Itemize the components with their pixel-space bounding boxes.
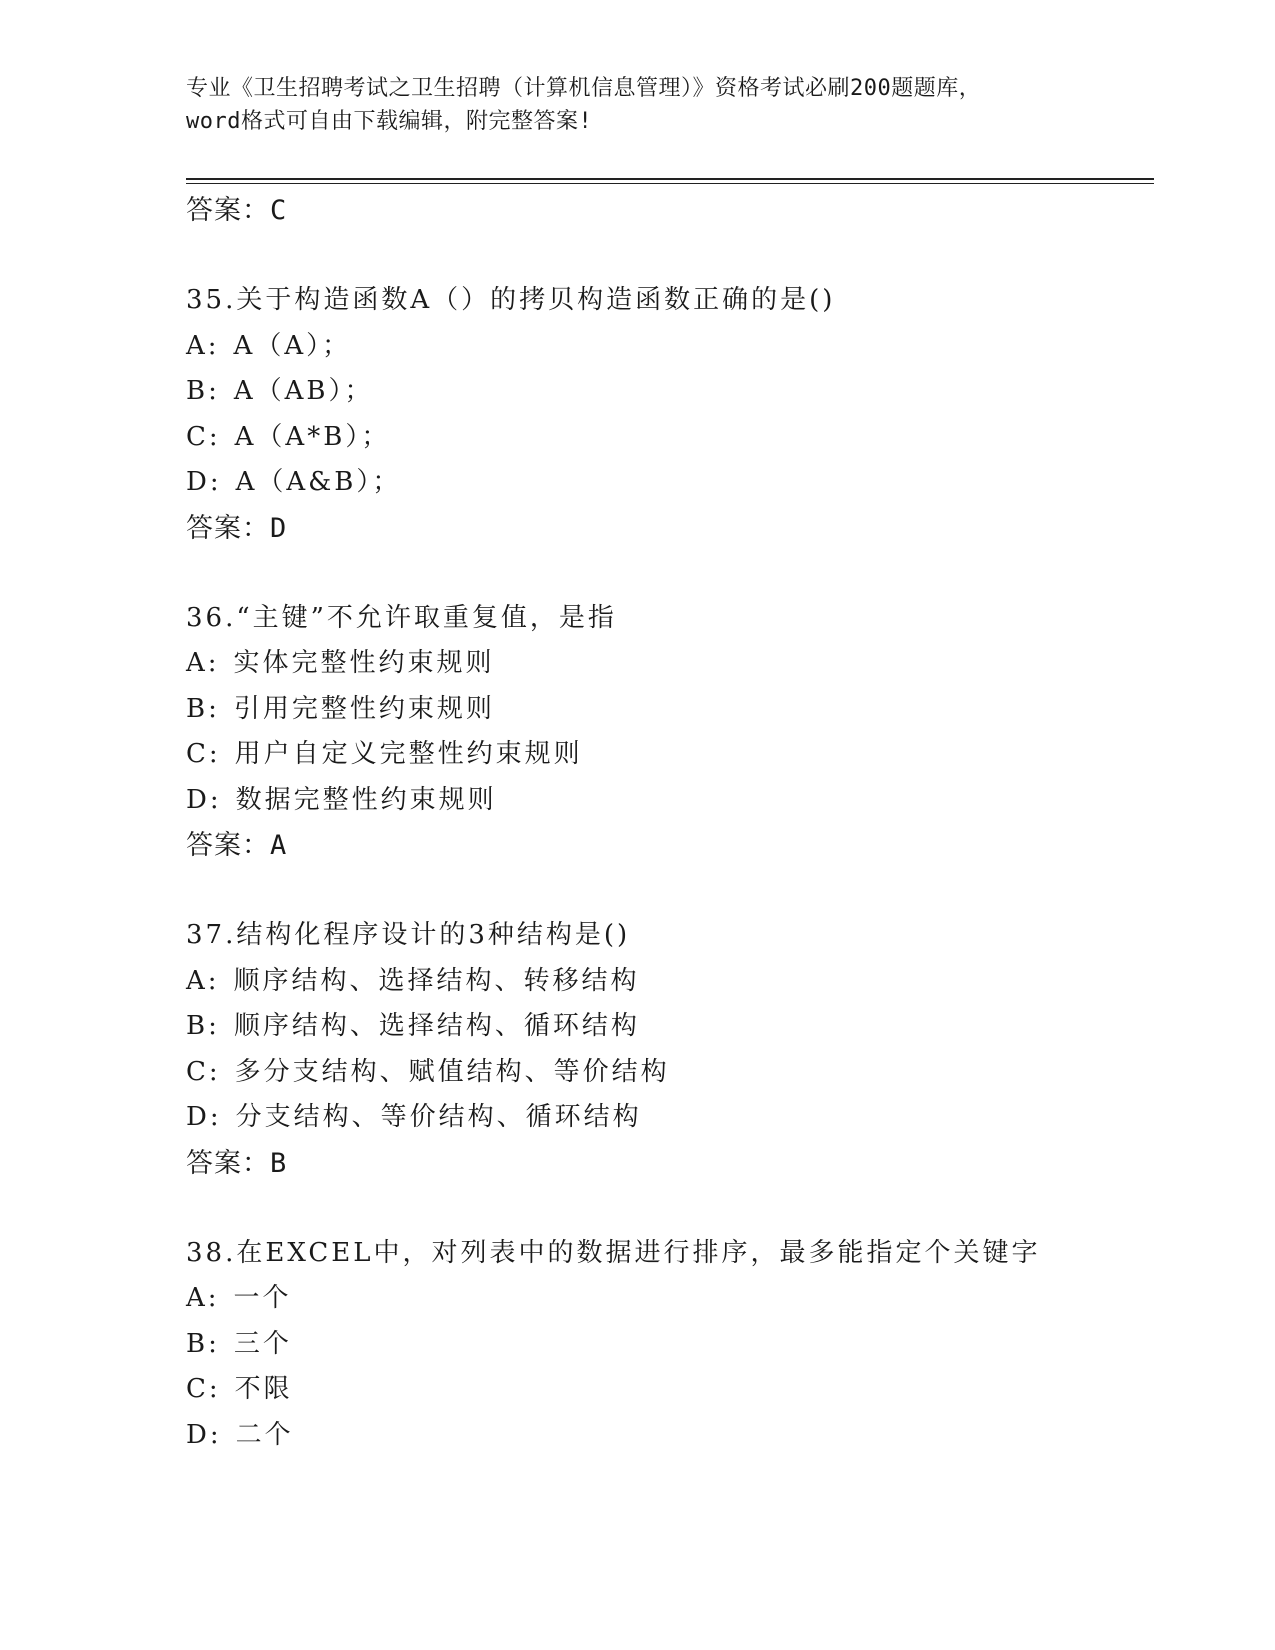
option-d bbox=[186, 778, 1146, 824]
question-text: 38.在EXCEL中，对列表中的数据进行排序，最多能指定个关键字 bbox=[186, 1237, 1041, 1268]
option-b bbox=[186, 369, 1146, 415]
question-37 bbox=[186, 913, 1146, 1187]
option-b bbox=[186, 1004, 1146, 1050]
option-text: 顺序结构、选择结构、转移结构 bbox=[233, 965, 640, 996]
option-text: 用户自定义完整性约束规则 bbox=[234, 739, 583, 769]
option-a bbox=[186, 641, 1146, 687]
header-line-2: word格式可自由下载编辑，附完整答案! bbox=[186, 109, 593, 134]
option-c bbox=[186, 415, 1146, 461]
option-text: 分支结构、等价结构、循环结构 bbox=[235, 1102, 642, 1132]
option-label: A: bbox=[186, 1283, 220, 1313]
option-text: 引用完整性约束规则 bbox=[233, 693, 495, 724]
option-c bbox=[186, 1367, 1146, 1413]
option-label: A: bbox=[186, 648, 220, 678]
option-label: A: bbox=[186, 330, 220, 361]
option-label: C: bbox=[186, 1056, 221, 1087]
option-text: 二个 bbox=[235, 1419, 294, 1450]
document-body bbox=[186, 188, 1146, 1458]
option-a bbox=[186, 324, 1146, 370]
option-label: C: bbox=[186, 421, 221, 452]
answer-line: 答案：A bbox=[186, 830, 288, 861]
option-text: A（AB）； bbox=[233, 376, 374, 406]
document-header bbox=[186, 72, 1106, 138]
option-label: B: bbox=[186, 1011, 220, 1041]
question-36 bbox=[186, 596, 1146, 870]
option-text: 数据完整性约束规则 bbox=[235, 784, 497, 815]
question-text: 35.关于构造函数A（）的拷贝构造函数正确的是() bbox=[186, 285, 836, 315]
option-label: A: bbox=[186, 965, 220, 996]
option-c bbox=[186, 1050, 1146, 1096]
option-label: B: bbox=[186, 1328, 220, 1359]
answer-line: 答案：C bbox=[186, 195, 288, 226]
option-label: D: bbox=[186, 784, 222, 815]
option-label: D: bbox=[186, 1102, 222, 1132]
option-d bbox=[186, 1413, 1146, 1459]
option-d bbox=[186, 1095, 1146, 1141]
question-38 bbox=[186, 1231, 1146, 1459]
option-text: 多分支结构、赋值结构、等价结构 bbox=[234, 1056, 670, 1087]
question-text: 37.结构化程序设计的3种结构是() bbox=[186, 920, 631, 950]
option-d bbox=[186, 460, 1146, 506]
question-text: 36.“主键”不允许取重复值，是指 bbox=[186, 602, 617, 633]
option-label: D: bbox=[186, 1419, 222, 1450]
option-text: A（A）； bbox=[233, 330, 352, 361]
option-text: A（A*B）； bbox=[234, 421, 391, 452]
header-line-1: 专业《卫生招聘考试之卫生招聘（计算机信息管理）》资格考试必刷200题题库， bbox=[186, 76, 982, 101]
option-text: 顺序结构、选择结构、循环结构 bbox=[233, 1011, 640, 1041]
answer-line: 答案：B bbox=[186, 1147, 288, 1179]
header-divider-thin bbox=[186, 183, 1154, 184]
option-text: 实体完整性约束规则 bbox=[233, 648, 495, 678]
option-text: 不限 bbox=[234, 1374, 293, 1404]
option-text: 一个 bbox=[233, 1283, 292, 1313]
option-a bbox=[186, 1276, 1146, 1322]
option-label: B: bbox=[186, 693, 220, 724]
question-35 bbox=[186, 278, 1146, 552]
option-label: C: bbox=[186, 1374, 221, 1404]
option-label: D: bbox=[186, 467, 222, 497]
option-a bbox=[186, 959, 1146, 1005]
option-label: C: bbox=[186, 739, 221, 769]
answer-line: 答案：D bbox=[186, 512, 288, 544]
option-b bbox=[186, 687, 1146, 733]
option-label: B: bbox=[186, 376, 220, 406]
option-c bbox=[186, 732, 1146, 778]
header-divider bbox=[186, 178, 1154, 180]
option-text: A（A&B）； bbox=[235, 467, 402, 497]
option-text: 三个 bbox=[233, 1328, 292, 1359]
option-b bbox=[186, 1322, 1146, 1368]
